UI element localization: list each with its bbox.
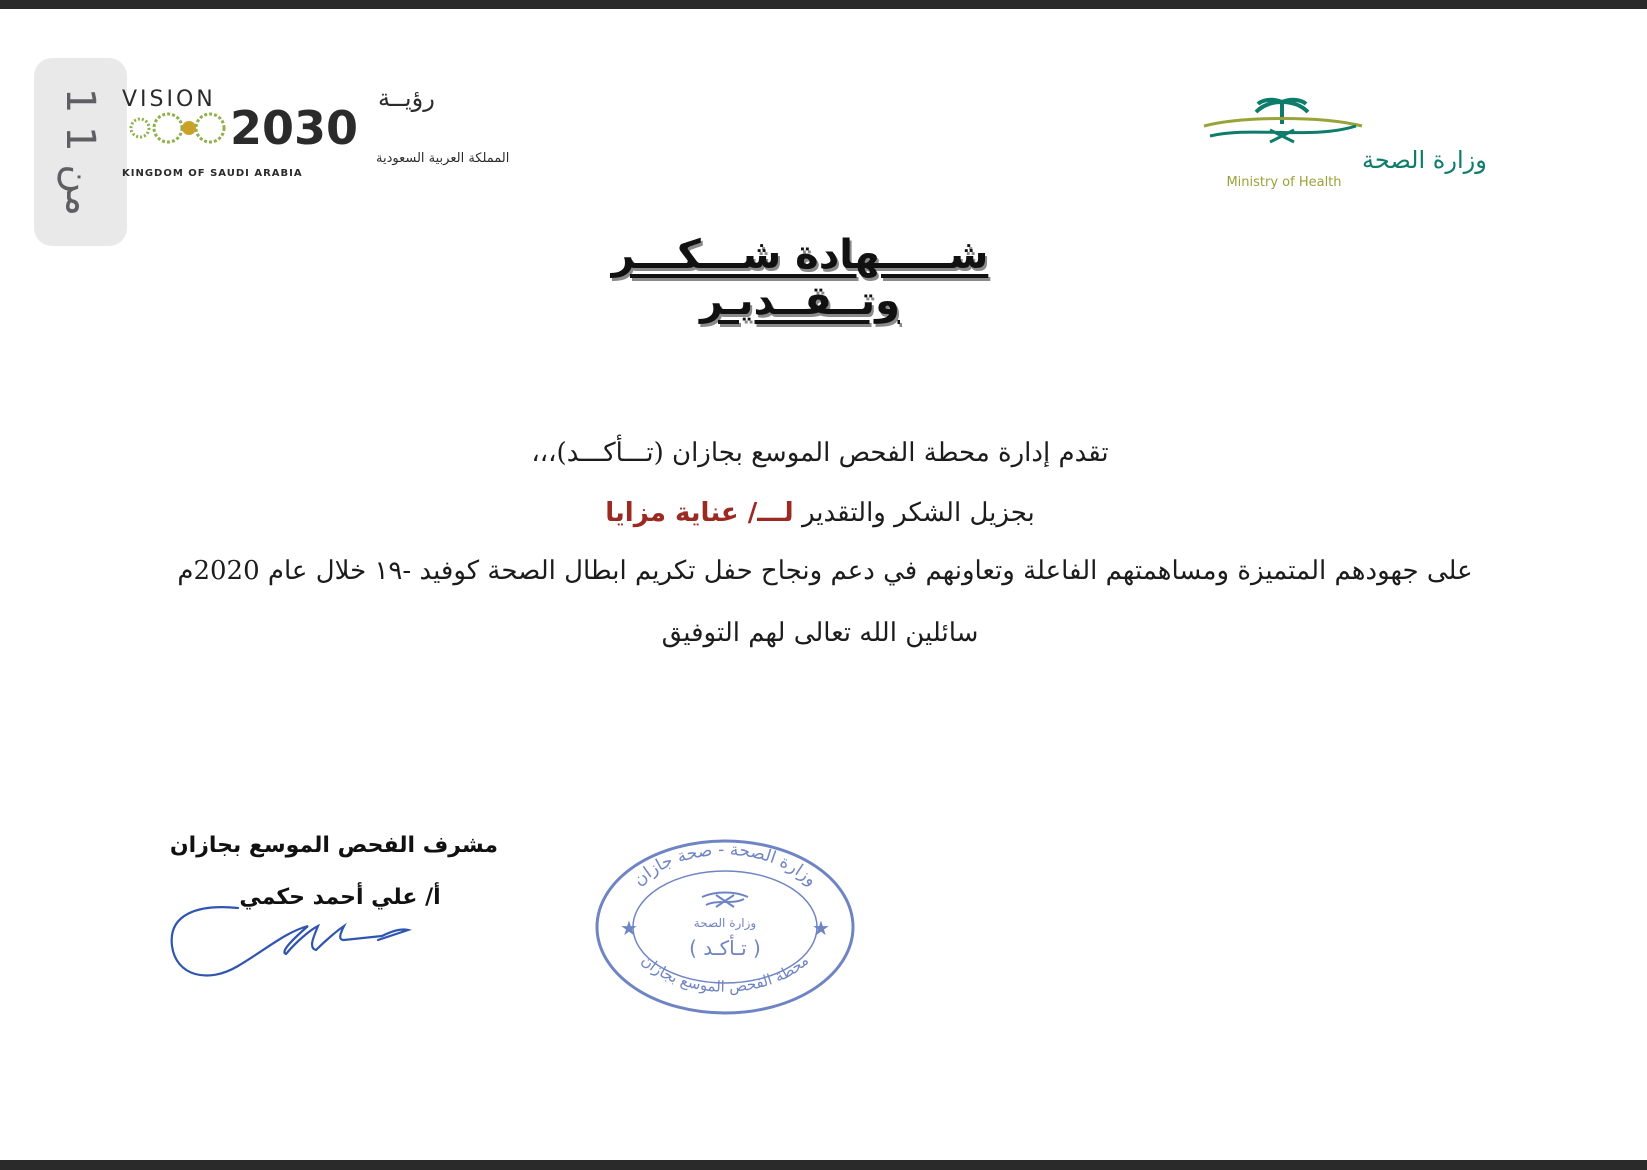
recipient-name: لـــ/ عناية مزايا: [605, 498, 794, 528]
signatory-title: مشرف الفحص الموسع بجازان: [169, 833, 498, 858]
top-frame-bar: [0, 0, 1647, 9]
ministry-arabic-name: وزارة الصحة: [1362, 146, 1487, 174]
stamp-emblem-icon: [702, 893, 748, 908]
reason-line: على جهودهم المتميزة ومساهمتهم الفاعلة وتعاونهم في دعم ونجاح حفل تكريم ابطال الصحة كوفيد -١٩ خلال عام 2020م: [177, 556, 1473, 586]
ministry-of-health-logo: [1172, 96, 1487, 190]
ministry-english-name: Ministry of Health: [1226, 175, 1342, 190]
vision-year: 2030: [230, 101, 359, 155]
handwritten-signature: [168, 896, 428, 998]
vision-2030-logo: [120, 82, 510, 182]
vision-arabic-wordmark: رؤيــة: [378, 84, 435, 112]
stamp-star-left-icon: ★: [620, 916, 638, 940]
vision-kingdom-arabic: المملكة العربية السعودية: [376, 151, 510, 166]
certificate-title: شـــــهادة شـــكـــر وتــقــديـر: [611, 232, 989, 324]
page-indicator-label: 1 من 1: [57, 87, 104, 217]
official-stamp: [590, 835, 860, 1015]
palm-and-swords-icon: [1204, 100, 1362, 142]
stamp-star-right-icon: ★: [812, 916, 830, 940]
page-indicator: [34, 58, 127, 246]
closing-line: سائلين الله تعالى لهم التوفيق: [661, 618, 979, 648]
thanks-line: [420, 498, 1220, 528]
presenting-line: تقدم إدارة محطة الفحص الموسع بجازان (تـــأكـــد)،،،: [531, 438, 1109, 468]
vision-kingdom-english: KINGDOM OF SAUDI ARABIA: [122, 168, 303, 179]
bottom-frame-bar: [0, 1160, 1647, 1170]
stamp-ministry: وزارة الصحة: [693, 916, 757, 930]
stamp-ring-bottom: محطة الفحص الموسع بجازان: [637, 951, 813, 996]
thanks-prefix: بجزيل الشكر والتقدير: [801, 498, 1035, 528]
vision-emblem-icon: [131, 114, 224, 142]
vision-latin-wordmark: VISION: [122, 87, 216, 112]
signatory-name: أ/ علي أحمد حكمي: [239, 885, 441, 910]
stamp-center-text: ( تـأكـد ): [689, 936, 761, 960]
stamp-ring-top: وزارة الصحة - صحة جازان: [629, 839, 821, 891]
